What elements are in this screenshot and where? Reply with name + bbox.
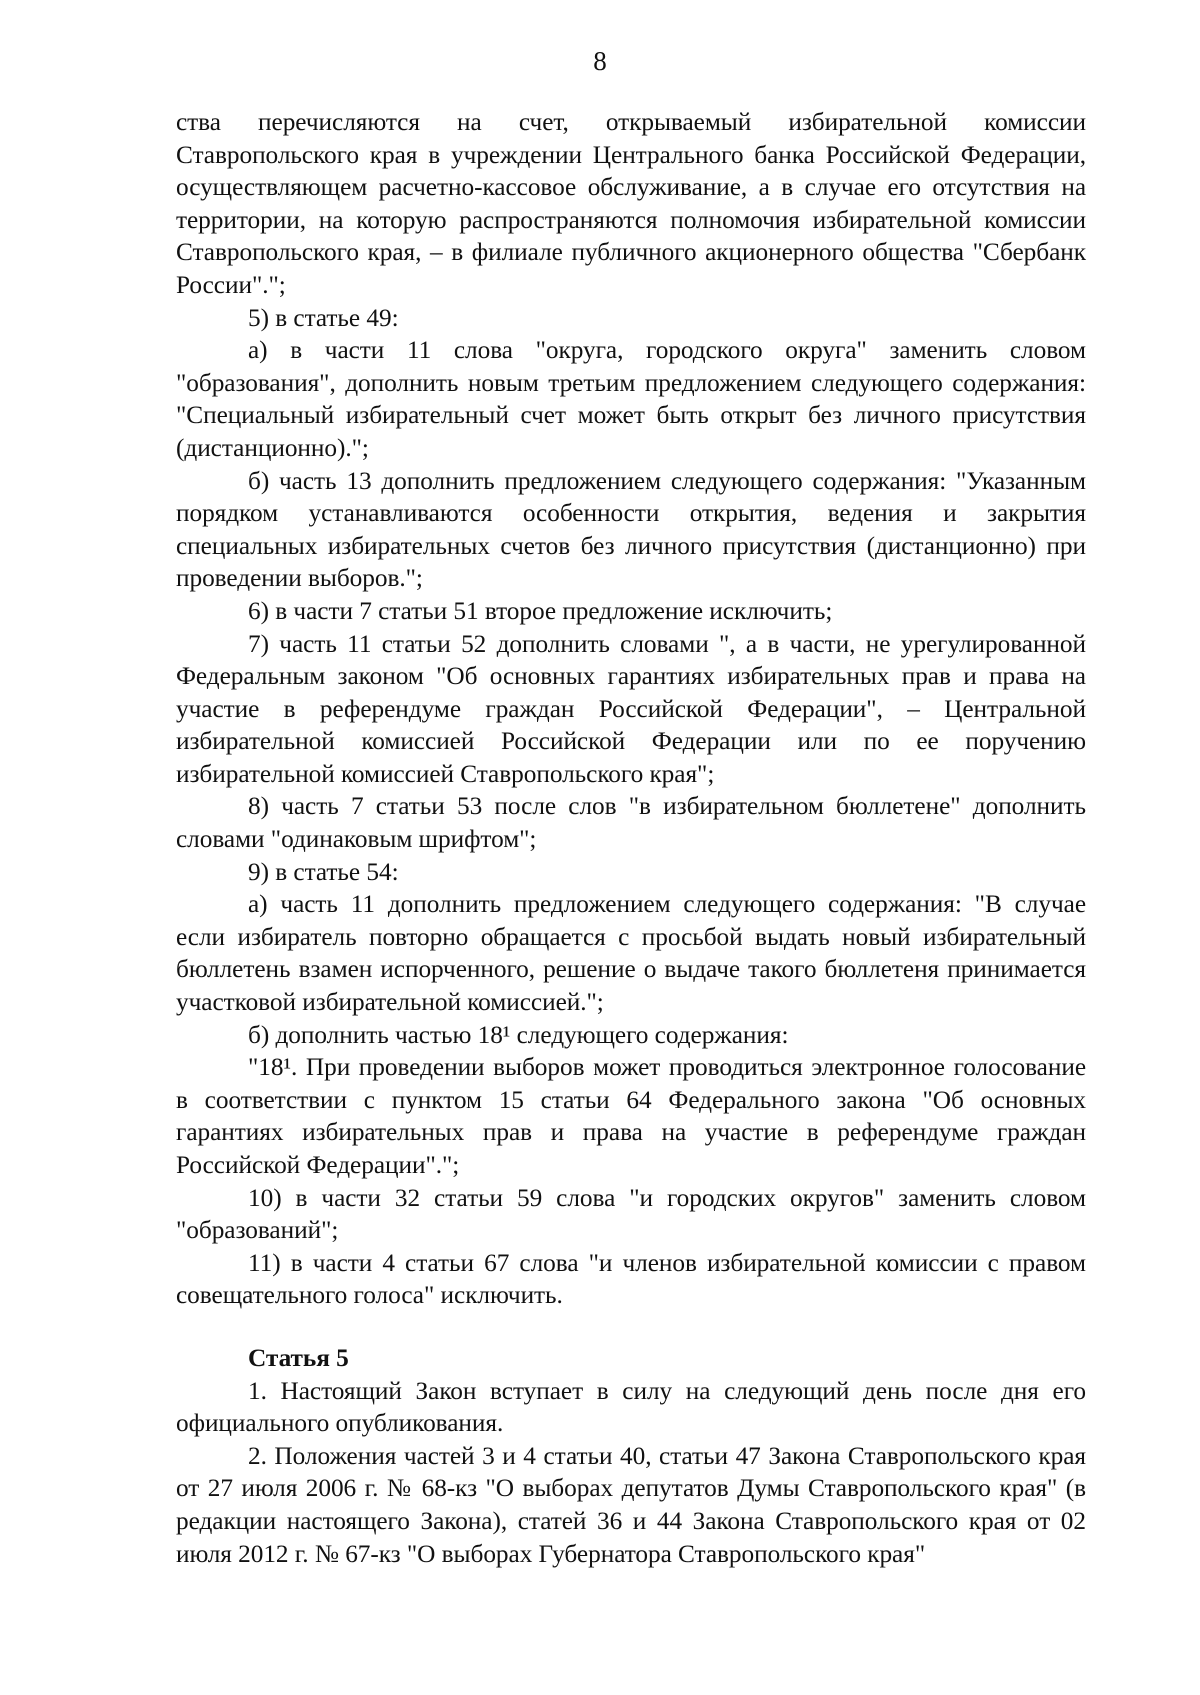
paragraph: 10) в части 32 статьи 59 слова "и городских округов" заменить словом "образований"; bbox=[176, 1183, 1086, 1245]
page-number: 8 bbox=[593, 46, 607, 76]
paragraph: б) часть 13 дополнить предложением следующего содержания: "Указанным порядком устанавливаются особенности открытия, ведения и закрытия специальных избирательных счетов без личного присутствия (дистанционно) при проведении выборов."; bbox=[176, 466, 1086, 593]
paragraph: 5) в статье 49: bbox=[248, 303, 399, 332]
paragraph: 8) часть 7 статьи 53 после слов "в избирательном бюллетене" дополнить словами "одинаковым шрифтом"; bbox=[176, 792, 1086, 854]
paragraph: 6) в части 7 статьи 51 второе предложение исключить; bbox=[248, 596, 833, 625]
article-paragraph: 1. Настоящий Закон вступает в силу на следующий день после дня его официального опубликования. bbox=[176, 1376, 1086, 1438]
paragraph: 11) в части 4 статьи 67 слова "и членов избирательной комиссии с правом совещательного голоса" исключить. bbox=[176, 1248, 1086, 1310]
paragraph: б) дополнить частью 18¹ следующего содержания: bbox=[248, 1020, 789, 1049]
paragraph: а) часть 11 дополнить предложением следующего содержания: "В случае если избиратель повторно обращается с просьбой выдать новый избирательный бюллетень взамен испорченного, решение о выдаче такого бюллетеня принимается участковой избирательной комиссией."; bbox=[176, 890, 1086, 1017]
paragraph-continuation: ства перечисляются на счет, открываемый избирательной комиссии Ставропольского края в учреждении Центрального банка Российской Федерации, осуществляющем расчетно-кассовое обслуживание, а в случае его отсутствия на территории, на которую распространяются полномочия избирательной комиссии Ставропольского края, – в филиале публичного акционерного общества "Сбербанк России"."; bbox=[176, 108, 1086, 299]
article-heading: Статья 5 bbox=[248, 1343, 349, 1372]
article-paragraph: 2. Положения частей 3 и 4 статьи 40, статьи 47 Закона Ставропольского края от 27 июля 2006 г. № 68-кз "О выборах депутатов Думы Ставропольского края" (в редакции настоящего Закона), статей 36 и 44 Закона Ставропольского края от 02 июля 2012 г. № 67-кз "О выборах Губернатора Ставропольского края" bbox=[176, 1441, 1086, 1568]
document-body bbox=[176, 106, 1086, 1570]
paragraph: "18¹. При проведении выборов может проводиться электронное голосование в соответствии с пунктом 15 статьи 64 Федерального закона "Об основных гарантиях избирательных прав и права на участие в референдуме граждан Российской Федерации"."; bbox=[176, 1053, 1086, 1179]
paragraph: 7) часть 11 статьи 52 дополнить словами ", а в части, не урегулированной Федеральным законом "Об основных гарантиях избирательных прав и права на участие в референдуме граждан Российской Федерации", – Центральной избирательной комиссией Российской Федерации или по ее поручению избирательной комиссией Ставропольского края"; bbox=[176, 629, 1086, 788]
paragraph: 9) в статье 54: bbox=[248, 857, 399, 886]
paragraph: а) в части 11 слова "округа, городского округа" заменить словом "образования", дополнить новым третьим предложением следующего содержания: "Специальный избирательный счет может быть открыт без личного присутствия (дистанционно)."; bbox=[176, 336, 1086, 462]
